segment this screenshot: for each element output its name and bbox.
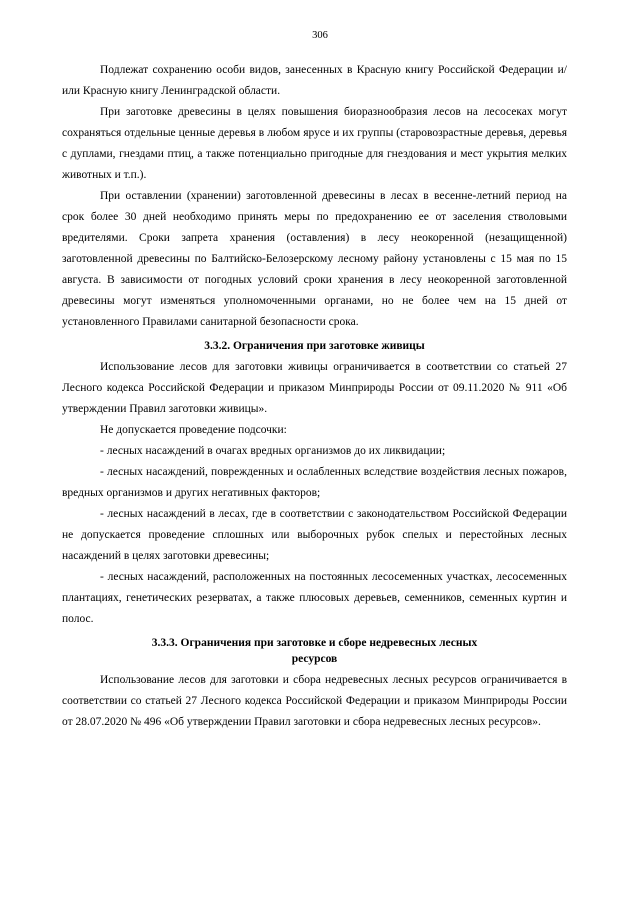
section-heading-non-timber-line1: 3.3.3. Ограничения при заготовке и сборе недревесных лесных xyxy=(151,637,478,649)
section-heading-non-timber xyxy=(62,635,567,667)
section-heading-non-timber-line2: ресурсов xyxy=(291,653,338,665)
list-item-seed-plots: - лесных насаждений, расположенных на постоянных лесосеменных участках, лесосеменных плантациях, генетических резерватах, а также плюсовых деревьев, семенников, семенных куртин и полос. xyxy=(62,571,567,625)
page-number: 306 xyxy=(312,30,328,41)
paragraph-non-timber-use: Использование лесов для заготовки и сбора недревесных лесных ресурсов ограничивается в соответствии со статьей 27 Лесного кодекса Российской Федерации и приказом Минприроды России от 28.07.2020 № 496 «Об утверждении Правил заготовки и сбора недревесных лесных ресурсов». xyxy=(62,674,567,728)
list-item-pest-foci: - лесных насаждений в очагах вредных организмов до их ликвидации; xyxy=(100,445,446,457)
paragraph-biodiversity: При заготовке древесины в целях повышения биоразнообразия лесов на лесосеках могут сохраняться отдельные ценные деревья в любом ярусе и их группы (старовозрастные деревья, деревья с дуплами, гнездами птиц, а также потенциально пригодные для гнездования и мест укрытия мелких животных и т.п.). xyxy=(62,106,567,181)
paragraph-tapping-prohibited: Не допускается проведение подсочки: xyxy=(100,424,287,436)
paragraph-resin-use: Использование лесов для заготовки живицы ограничивается в соответствии со статьей 27 Лесного кодекса Российской Федерации и приказом Минприроды России от 09.11.2020 № 911 «Об утверждении Правил заготовки живицы». xyxy=(62,361,567,415)
paragraph-timber-storage: При оставлении (хранении) заготовленной древесины в лесах в весенне-летний период на срок более 30 дней необходимо принять меры по предохранению ее от заселения стволовыми вредителями. Сроки запрета хранения (оставления) в лесу неокоренной (незащищенной) заготовленной древесины по Балтийско-Белозерскому лесному району установлены с 15 мая по 15 августа. В зависимости от погодных условий сроки хранения в лесу неокоренной заготовленной древесины могут изменяться уполномоченными органами, но не более чем на 15 дней от установленного Правилами санитарной безопасности срока. xyxy=(62,190,567,328)
page-content xyxy=(62,60,567,733)
paragraph-red-book: Подлежат сохранению особи видов, занесенных в Красную книгу Российской Федерации и/или Красную книгу Ленинградской области. xyxy=(62,64,567,97)
list-item-damaged-stands: - лесных насаждений, поврежденных и ослабленных вследствие воздействия лесных пожаров, вредных организмов и других негативных факторов; xyxy=(62,466,567,499)
section-heading-resin: 3.3.2. Ограничения при заготовке живицы xyxy=(204,340,425,352)
list-item-protected-forests: - лесных насаждений в лесах, где в соответствии с законодательством Российской Федерации не допускается проведение сплошных или выборочных рубок спелых и перестойных лесных насаждений в целях заготовки древесины; xyxy=(62,508,567,562)
